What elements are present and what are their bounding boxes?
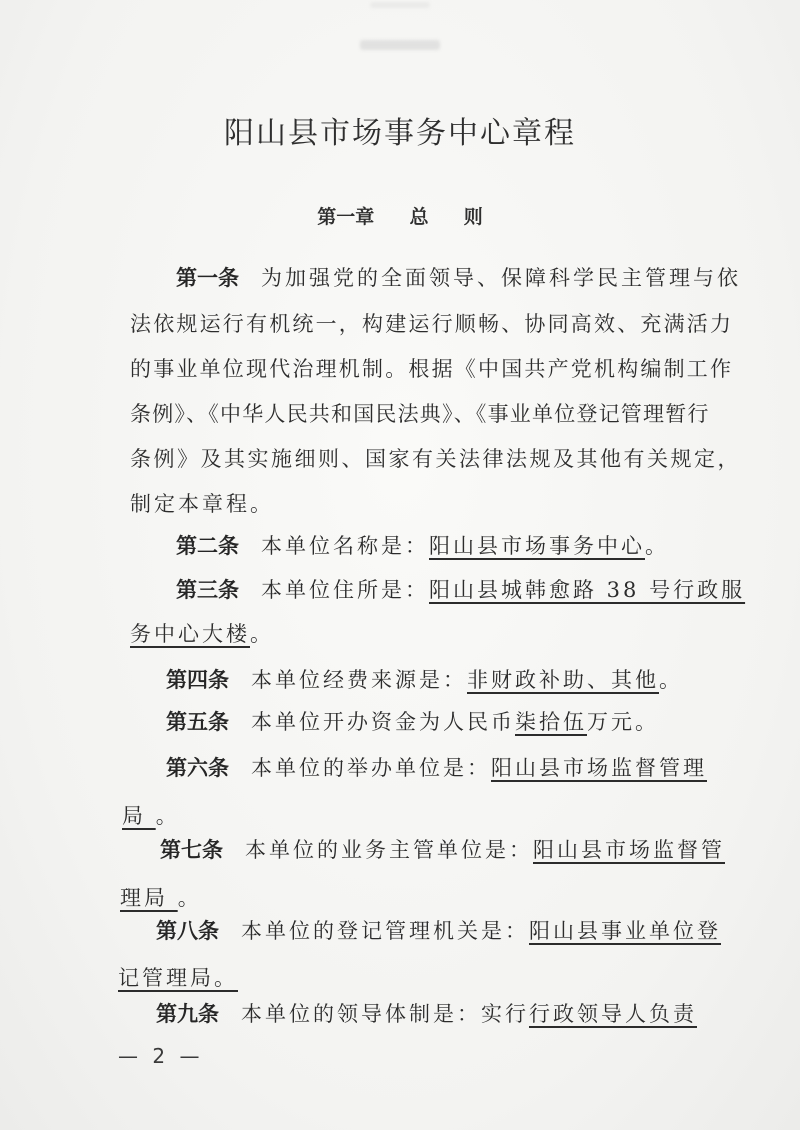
article-text: 条例》、《中华人民共和国民法典》、《事业单位登记管理暂行 [130,402,710,426]
article-1-line-6 [130,488,274,518]
article-1-line-5 [130,443,741,473]
punctuation: 。 [250,622,274,646]
filled-value: 局 [122,804,156,828]
article-text: 法依规运行有机统一，构建运行顺畅、协同高效、充满活力 [130,312,734,336]
filled-value: 务中心大楼 [130,622,250,646]
chapter-number: 第一章 [317,206,375,228]
filled-value: 阳山县事业单位登 [529,919,721,943]
article-1-line-1 [176,262,741,292]
filled-value: 记管理局。 [118,966,238,990]
filled-value: 柒拾伍 [515,710,587,734]
filled-value: 非财政补助、其他 [467,668,659,692]
article-6-line-1 [166,752,707,782]
article-text: 本单位的业务主管单位是： [245,838,533,862]
article-6-line-2 [122,800,180,830]
article-3-line-1 [176,574,745,604]
document-title: 阳山县市场事务中心章程 [224,116,576,151]
article-label: 第七条 [160,838,223,862]
article-5 [166,706,659,736]
article-label: 第六条 [166,756,229,780]
article-text: 本单位的领导体制是：实行 [241,1002,529,1026]
article-7-line-1 [160,834,725,864]
filled-value: 行政领导人负责 [529,1002,697,1026]
article-label: 第九条 [156,1002,219,1026]
article-text: 制定本章程。 [130,492,274,516]
article-1-line-4 [130,398,710,428]
article-8-line-1 [156,915,721,945]
filled-value: 阳山县市场监督管 [533,838,725,862]
punctuation: 。 [177,886,202,910]
article-label: 第八条 [156,919,219,943]
filled-value: 阳山县市场事务中心 [429,534,645,558]
article-label: 第四条 [166,668,229,692]
punctuation: 。 [645,534,669,558]
punctuation: 。 [659,668,683,692]
article-text: 万元。 [587,710,659,734]
article-label: 第二条 [176,534,239,558]
article-label: 第一条 [176,266,239,290]
chapter-name-2: 则 [463,206,483,228]
chapter-heading [0,202,800,229]
article-2 [176,530,669,560]
article-9 [156,998,697,1028]
article-label: 第三条 [176,578,239,602]
article-text: 本单位住所是： [261,578,429,602]
article-7-line-2 [120,882,202,912]
article-3-line-2 [130,618,274,648]
filled-value: 阳山县城韩愈路 38 号行政服 [429,578,746,602]
article-text: 为加强党的全面领导、保障科学民主管理与依 [261,266,741,290]
filled-value: 阳山县市场监督管理 [491,756,707,780]
article-8-line-2 [118,962,238,992]
article-text: 的事业单位现代治理机制。根据《中国共产党机构编制工作 [130,357,734,381]
punctuation: 。 [155,804,180,828]
article-text: 本单位的登记管理机关是： [241,919,529,943]
article-text: 本单位开办资金为人民币 [251,710,515,734]
scan-artifact [360,40,440,50]
chapter-name-1: 总 [409,206,429,228]
article-text: 本单位的举办单位是： [251,756,491,780]
article-text: 条例》及其实施细则、国家有关法律法规及其他有关规定， [130,447,741,471]
article-1-line-3 [130,353,733,383]
filled-value: 理局 [120,886,178,910]
scan-artifact [370,2,430,8]
article-label: 第五条 [166,710,229,734]
page-number: — 2 — [118,1044,204,1068]
article-text: 本单位名称是： [261,534,429,558]
article-1-line-2 [130,308,733,338]
article-text: 本单位经费来源是： [251,668,467,692]
article-4 [166,664,683,694]
